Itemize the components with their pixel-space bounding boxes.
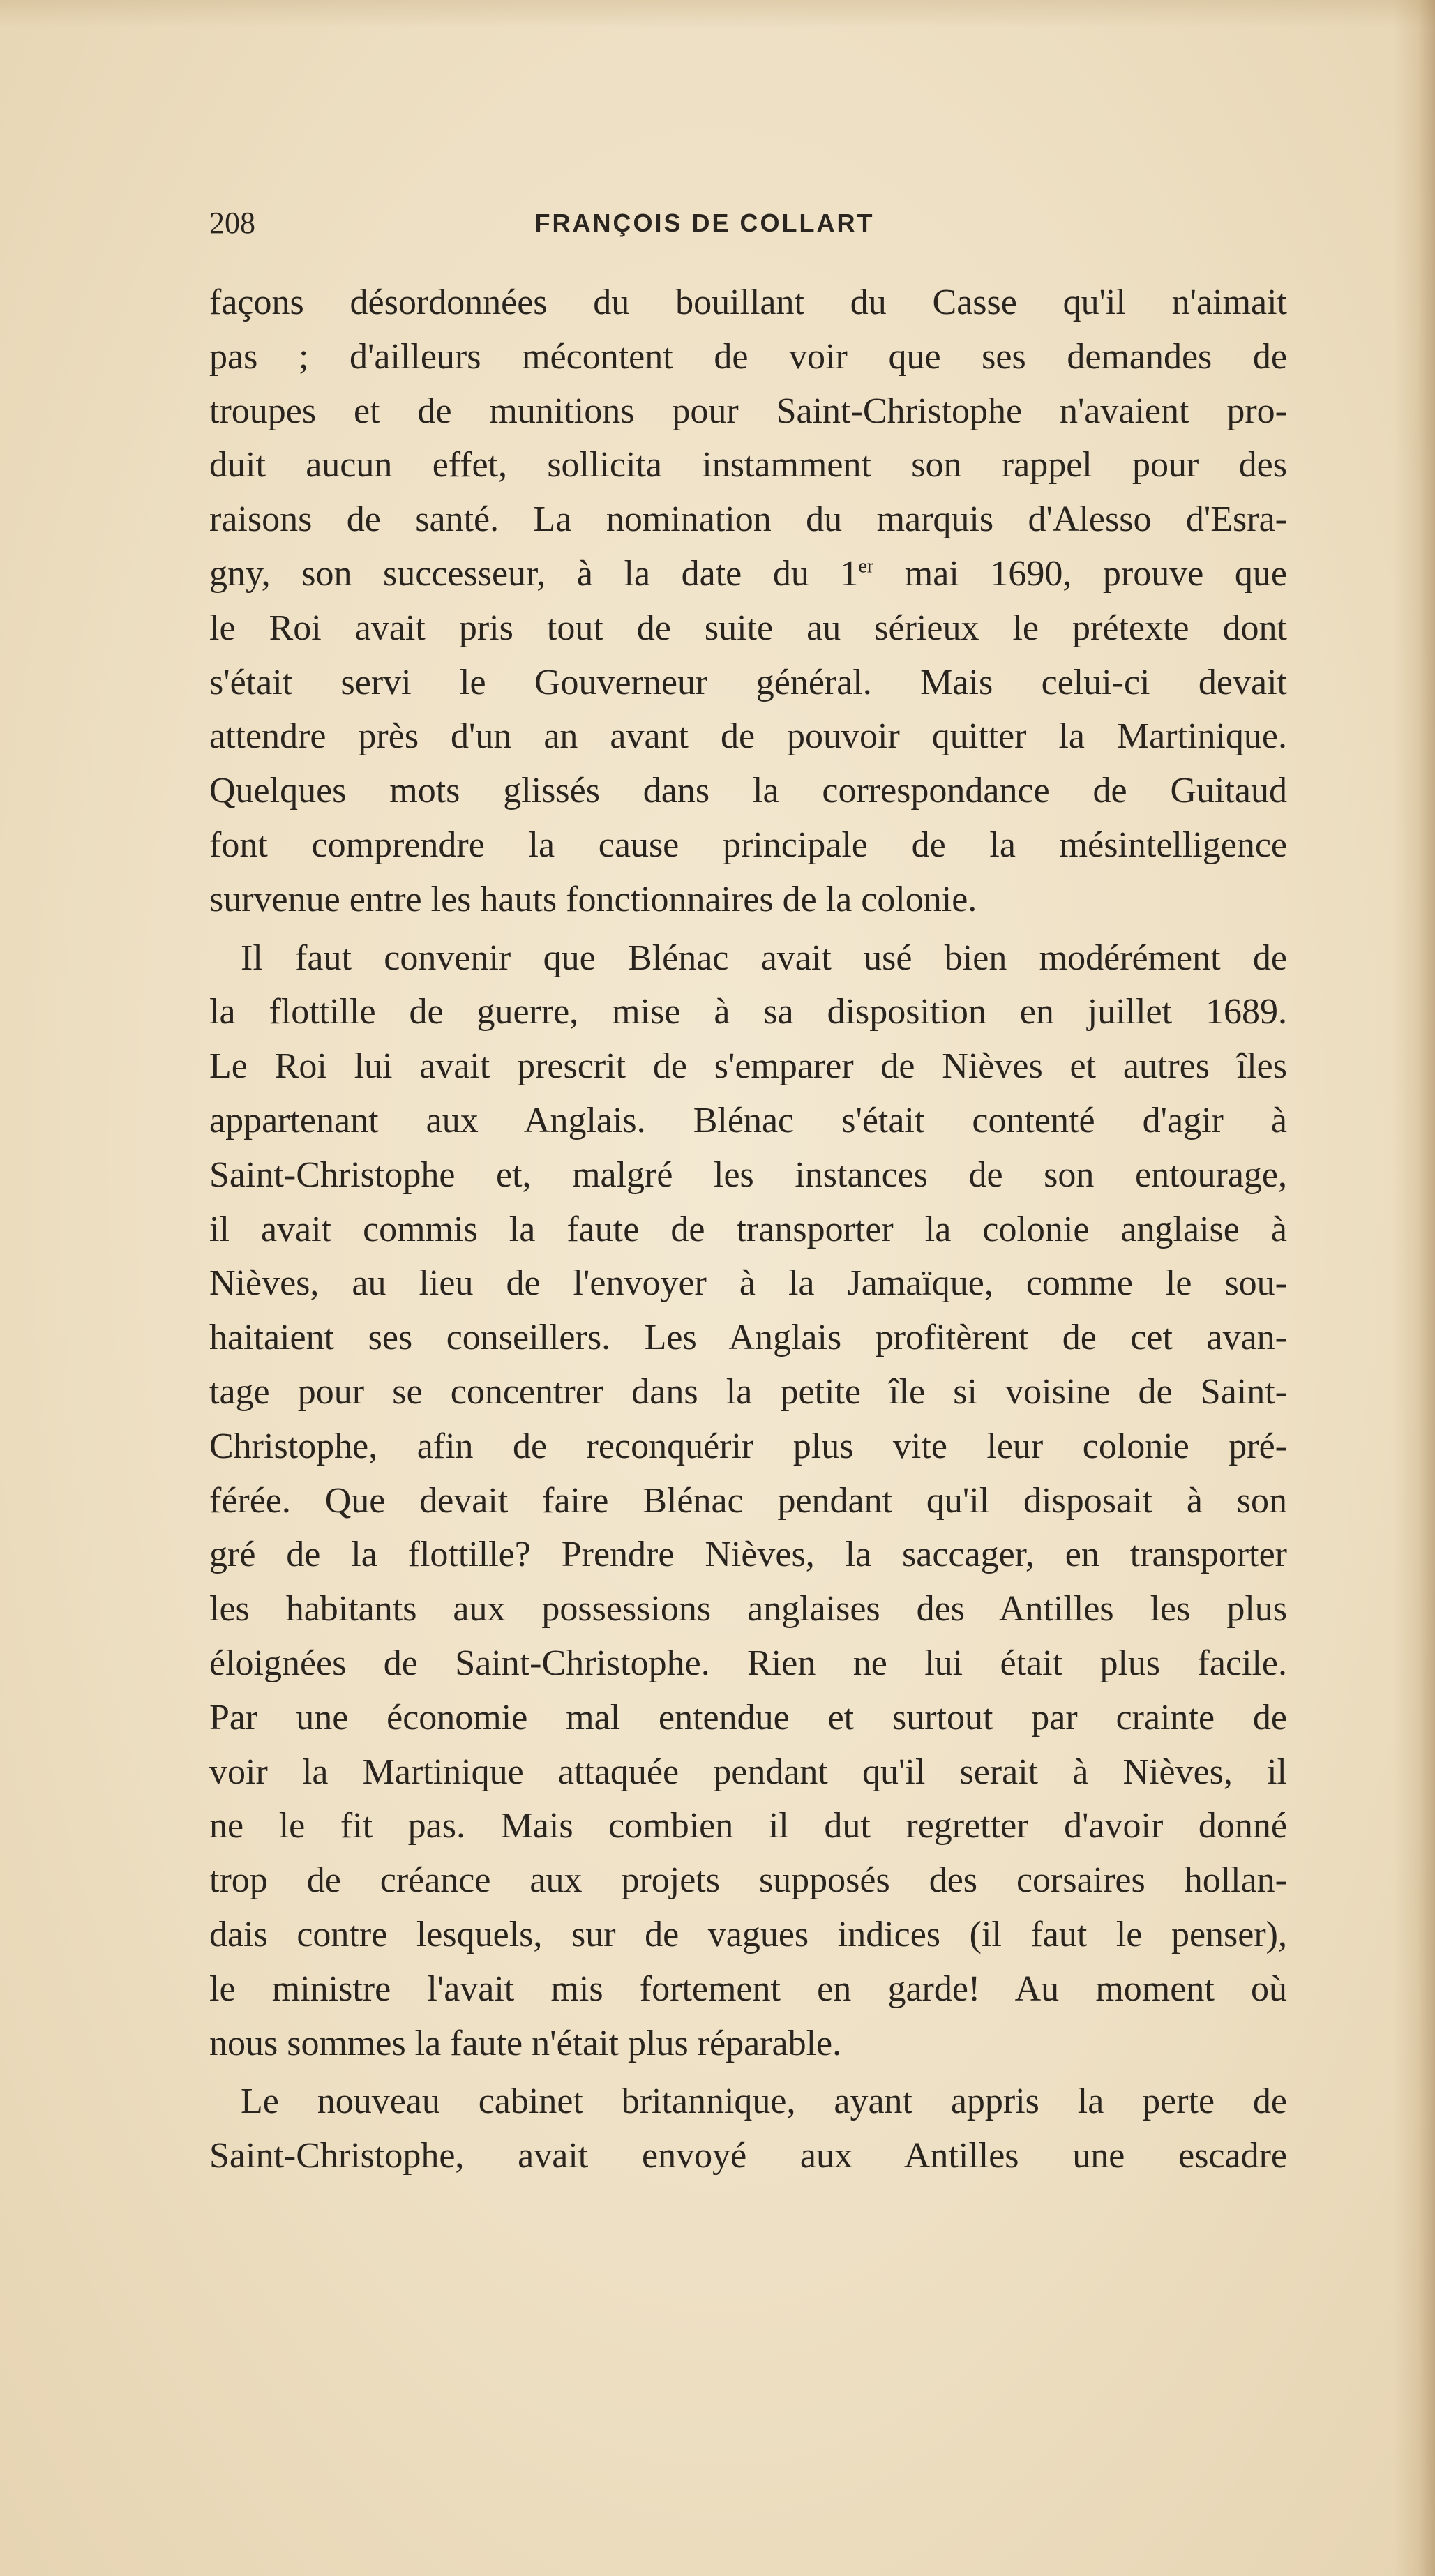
text-line: dais contre lesquels, sur de vagues indices (il faut le penser), <box>209 1914 1287 1954</box>
text-line: férée. Que devait faire Blénac pendant qu'il disposait à son <box>209 1480 1287 1521</box>
text-line: voir la Martinique attaquée pendant qu'il serait à Nièves, il <box>209 1752 1287 1792</box>
text-line: Le Roi lui avait prescrit de s'emparer de Nièves et autres îles <box>209 1046 1287 1087</box>
text-line: Saint-Christophe, avait envoyé aux Antilles une escadre <box>209 2136 1287 2176</box>
text-line: éloignées de Saint-Christophe. Rien ne lui était plus facile. <box>209 1643 1287 1683</box>
text-line: Christophe, afin de reconquérir plus vite leur colonie pré- <box>209 1426 1287 1466</box>
superscript: er <box>858 555 874 578</box>
text-line: les habitants aux possessions anglaises des Antilles les plus <box>209 1589 1287 1629</box>
text-line: font comprendre la cause principale de la mésintelligence <box>209 824 1287 865</box>
text-line: duit aucun effet, sollicita instamment son rappel pour des <box>209 445 1287 485</box>
text-line-part: mai 1690, prouve que <box>873 553 1287 594</box>
text-line-part: gny, son successeur, à la date du 1 <box>209 553 859 594</box>
text-line <box>209 547 1287 601</box>
text-line: Quelques mots glissés dans la correspondance de Guitaud <box>209 771 1287 811</box>
paragraph <box>209 931 1287 2071</box>
page-header <box>209 202 1284 244</box>
text-line: trop de créance aux projets supposés des corsaires hollan- <box>209 1860 1287 1901</box>
page-edge-shadow-right <box>1393 0 1435 2576</box>
text-line: Nièves, au lieu de l'envoyer à la Jamaïque, comme le sou- <box>209 1263 1287 1304</box>
text-line: s'était servi le Gouverneur général. Mais celui-ci devait <box>209 662 1287 702</box>
text-line: haitaient ses conseillers. Les Anglais profitèrent de cet avan- <box>209 1318 1287 1358</box>
paragraph <box>209 276 1287 927</box>
text-line: la flottille de guerre, mise à sa disposition en juillet 1689. <box>209 992 1287 1032</box>
body-text <box>209 276 1287 2183</box>
text-line: façons désordonnées du bouillant du Casse qu'il n'aimait <box>209 283 1287 322</box>
text-line: gré de la flottille? Prendre Nièves, la saccager, en transporter <box>209 1535 1287 1575</box>
text-line: raisons de santé. La nomination du marquis d'Alesso d'Esra- <box>209 499 1287 540</box>
text-line: Il faut convenir que Blénac avait usé bien modérément de <box>241 937 1287 978</box>
text-line: pas ; d'ailleurs mécontent de voir que ses demandes de <box>209 336 1287 377</box>
text-line: il avait commis la faute de transporter la colonie anglaise à <box>209 1209 1287 1249</box>
text-line: attendre près d'un an avant de pouvoir quitter la Martinique. <box>209 716 1287 757</box>
text-line: Le nouveau cabinet britannique, ayant appris la perte de <box>241 2081 1287 2122</box>
page-edge-shadow-top <box>0 0 1435 28</box>
text-line: ne le fit pas. Mais combien il dut regretter d'avoir donné <box>209 1806 1287 1846</box>
text-line: le ministre l'avait mis fortement en garde! Au moment où <box>209 1968 1287 2009</box>
text-line: tage pour se concentrer dans la petite île si voisine de Saint- <box>209 1371 1287 1412</box>
text-line: le Roi avait pris tout de suite au sérieux le prétexte dont <box>209 608 1287 648</box>
text-line: Saint-Christophe et, malgré les instances de son entourage, <box>209 1154 1287 1195</box>
text-line: survenue entre les hauts fonctionnaires de la colonie. <box>209 879 977 919</box>
text-line: appartenant aux Anglais. Blénac s'était contenté d'agir à <box>209 1100 1287 1140</box>
text-line: nous sommes la faute n'était plus réparable. <box>209 2023 842 2063</box>
running-title: FRANÇOIS DE COLLART <box>534 209 875 237</box>
text-line: Par une économie mal entendue et surtout par crainte de <box>209 1697 1287 1738</box>
page-number: 208 <box>209 206 255 240</box>
text-line: troupes et de munitions pour Saint-Christophe n'avaient pro- <box>209 391 1287 431</box>
paragraph <box>209 2074 1287 2183</box>
